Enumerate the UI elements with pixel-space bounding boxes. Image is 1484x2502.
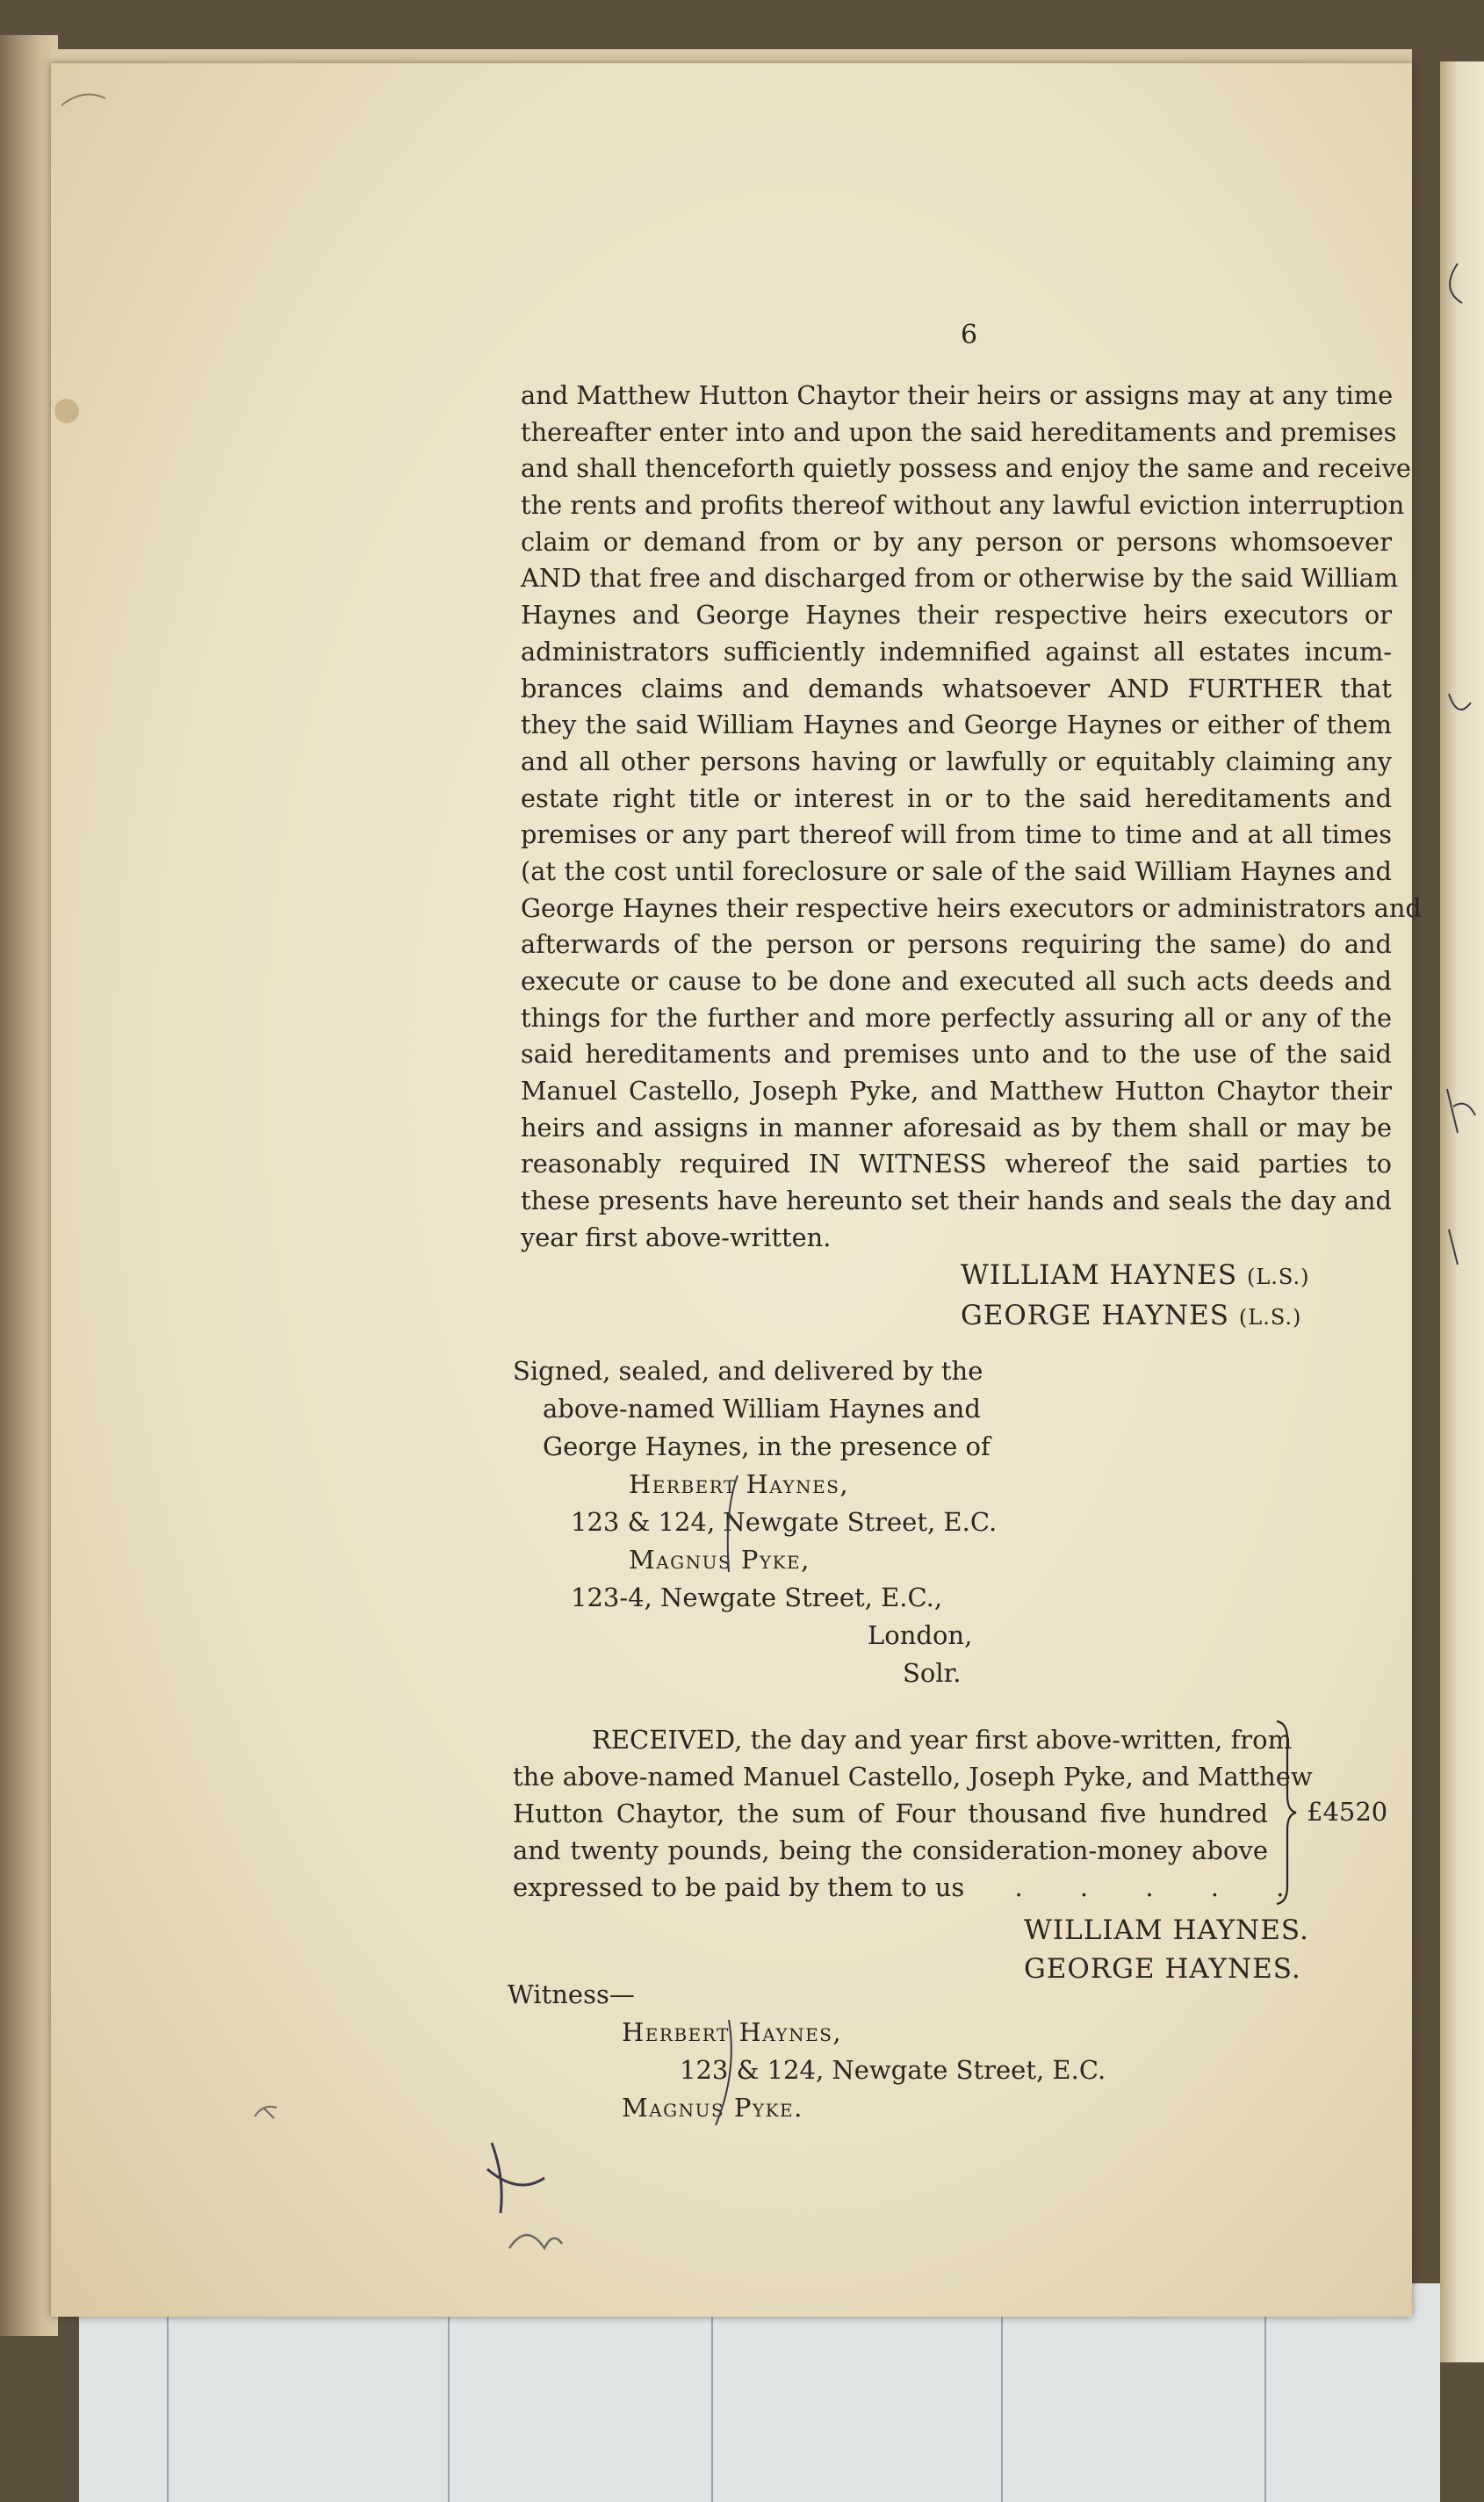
witness-title: Solr. <box>903 1658 962 1688</box>
signatory <box>961 1296 1310 1337</box>
receipt-clause <box>513 1721 1313 1906</box>
body-line: administrators sufficiently indemnified against all estates incum- <box>521 636 1392 667</box>
book-binding <box>0 35 58 2336</box>
receipt-line: RECEIVED, the day and year first above-written, from <box>592 1725 1293 1755</box>
body-line: Haynes and George Haynes their respective heirs executors or <box>521 600 1392 631</box>
witness-address: 123-4, Newgate Street, E.C., <box>571 1583 943 1612</box>
receipt-line <box>513 1869 1309 1906</box>
witness-name: Herbert Haynes, <box>629 1469 850 1499</box>
body-line: reasonably required IN WITNESS whereof the said parties to <box>521 1149 1392 1179</box>
body-line: said hereditaments and premises unto and to the use of the said <box>521 1039 1392 1070</box>
witness-address: 123 & 124, Newgate Street, E.C. <box>680 2055 1106 2085</box>
body-line: AND that free and discharged from or otherwise by the said William <box>521 563 1399 594</box>
attestation-line: George Haynes, in the presence of <box>543 1431 991 1461</box>
body-line: these presents have hereunto set their hands and seals the day and <box>521 1186 1392 1216</box>
body-line: George Haynes their respective heirs executors or administrators and <box>521 892 1422 923</box>
body-line: (at the cost until foreclosure or sale of the said William Haynes and <box>521 855 1392 886</box>
body-line: they the said William Haynes and George Haynes or either of them <box>521 710 1392 740</box>
body-line: estate right title or interest in or to the said hereditaments and <box>521 782 1392 813</box>
receipt-line: the above-named Manuel Castello, Joseph Pyke, and Matthew <box>513 1762 1313 1792</box>
receipt-text: expressed to be paid by them to us <box>513 1872 965 1902</box>
body-line: claim or demand from or by any person or persons whomsoever <box>521 526 1392 557</box>
body-line: and Matthew Hutton Chaytor their heirs or assigns may at any time <box>521 380 1394 410</box>
witness-address: 123 & 124, Newgate Street, E.C. <box>571 1507 998 1537</box>
witness-label: Witness— <box>508 1979 635 2009</box>
signatory <box>961 1256 1310 1296</box>
receipt-dots: . . . . . <box>1014 1872 1309 1902</box>
attestation-line: above-named William Haynes and <box>543 1394 981 1424</box>
body-line: and all other persons having or lawfully or equitably claiming any <box>521 746 1392 776</box>
body-line: the rents and profits thereof without any lawful eviction interruption <box>521 490 1405 521</box>
receipt-signatory: GEORGE HAYNES. <box>1024 1953 1301 1985</box>
right-brace-icon <box>1275 1720 1298 1906</box>
attestation-clause <box>513 1352 997 1692</box>
next-page-edge <box>1440 61 1484 2362</box>
attestation-line: Signed, sealed, and delivered by the <box>513 1356 983 1386</box>
body-line: thereafter enter into and upon the said hereditaments and premises <box>521 416 1397 447</box>
seal-mark: (L.S.) <box>1238 1305 1302 1330</box>
deed-body <box>521 378 1422 1257</box>
body-line: premises or any part thereof will from time to time and at all times <box>521 819 1392 850</box>
witness-city: London, <box>868 1620 973 1650</box>
witness-name: Magnus Pyke, <box>629 1545 810 1575</box>
receipt-signatory: WILLIAM HAYNES. <box>1024 1914 1309 1946</box>
signatories <box>961 1256 1310 1337</box>
body-line: Manuel Castello, Joseph Pyke, and Matthew Hutton Chaytor their <box>521 1076 1392 1107</box>
receipt-line: Hutton Chaytor, the sum of Four thousand five hundred <box>513 1799 1268 1828</box>
page-number: 6 <box>961 320 978 350</box>
body-line: afterwards of the person or persons requiring the same) do and <box>521 929 1392 960</box>
witness-block <box>508 1976 1106 2127</box>
receipt-amount: £4520 <box>1307 1797 1388 1827</box>
body-line: things for the further and more perfectly assuring all or any of the <box>521 1002 1392 1033</box>
body-line: execute or cause to be done and executed all such acts deeds and <box>521 966 1392 996</box>
witness-name: Herbert Haynes, <box>622 2017 843 2047</box>
receipt-line: and twenty pounds, being the consideration-money above <box>513 1835 1268 1865</box>
witness-name: Magnus Pyke. <box>622 2093 803 2123</box>
seal-mark: (L.S.) <box>1247 1265 1310 1289</box>
signatory-name: WILLIAM HAYNES <box>961 1259 1238 1291</box>
signatory-name: GEORGE HAYNES <box>961 1300 1230 1331</box>
body-line: heirs and assigns in manner aforesaid as by them shall or may be <box>521 1112 1392 1143</box>
body-line: year first above-written. <box>521 1222 832 1252</box>
body-line: and shall thenceforth quietly possess and enjoy the same and receive <box>521 453 1411 484</box>
body-line: brances claims and demands whatsoever AND FURTHER that <box>521 673 1392 703</box>
